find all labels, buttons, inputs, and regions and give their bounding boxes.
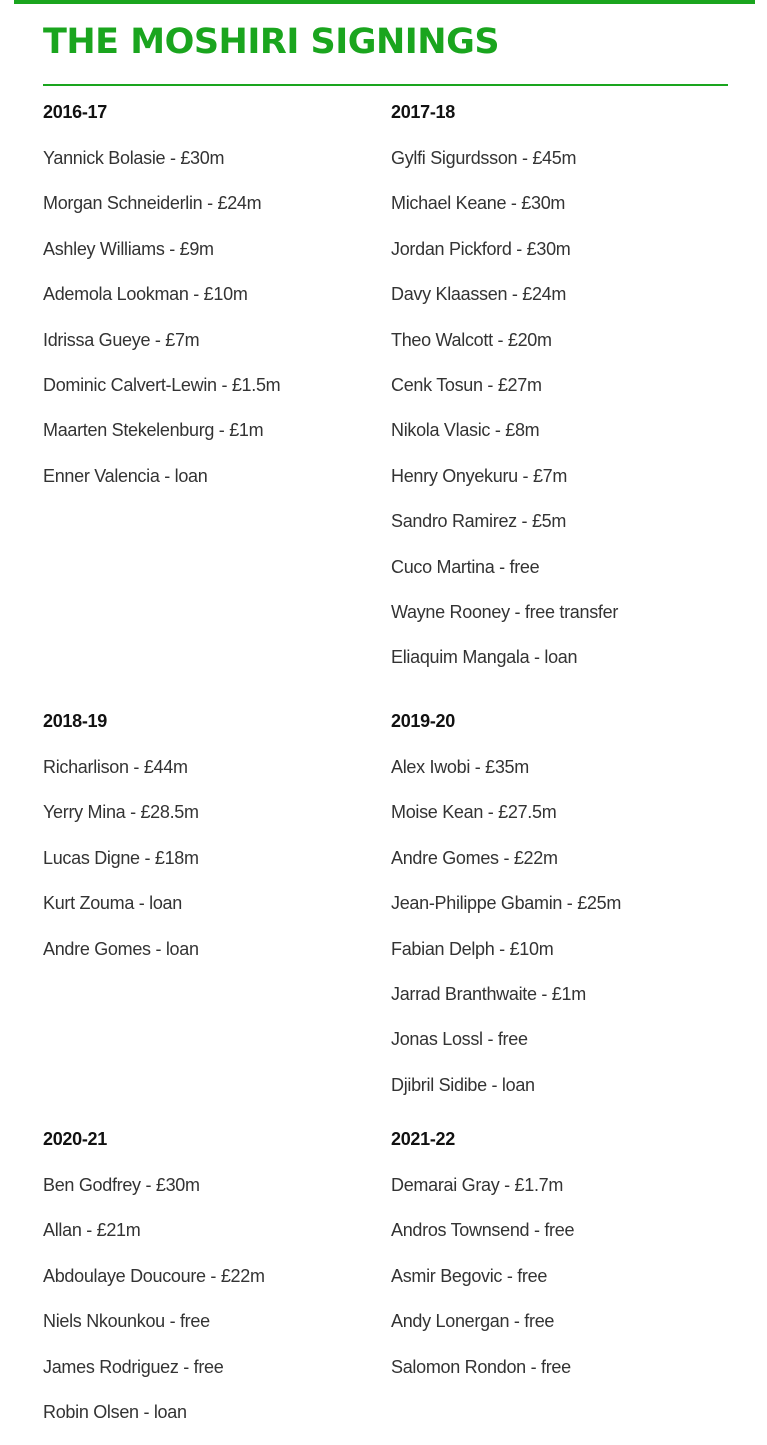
signing-item: Abdoulaye Doucoure - £22m bbox=[43, 1265, 265, 1286]
signing-item: Michael Keane - £30m bbox=[391, 193, 566, 214]
signing-item: Andros Townsend - free bbox=[391, 1220, 575, 1241]
signing-item: Jordan Pickford - £30m bbox=[391, 238, 571, 259]
signing-item: Yerry Mina - £28.5m bbox=[43, 802, 199, 823]
signing-item: Richarlison - £44m bbox=[43, 757, 188, 777]
signing-item: Eliaquim Mangala - loan bbox=[391, 647, 578, 668]
signing-item: Dominic Calvert-Lewin - £1.5m bbox=[43, 374, 281, 395]
signing-item: Cenk Tosun - £27m bbox=[391, 374, 542, 395]
title-divider bbox=[43, 84, 728, 86]
signings-list bbox=[391, 146, 618, 691]
season-heading: 2017-18 bbox=[391, 102, 455, 122]
signing-item: Kurt Zouma - loan bbox=[43, 893, 182, 914]
signing-item: Ademola Lookman - £10m bbox=[43, 284, 248, 305]
season-heading: 2020-21 bbox=[43, 1129, 107, 1149]
signing-item: Jarrad Branthwaite - £1m bbox=[391, 983, 586, 1004]
signing-item: Djibril Sidibe - loan bbox=[391, 1074, 535, 1095]
signing-item: Maarten Stekelenburg - £1m bbox=[43, 420, 264, 441]
signing-item: Sandro Ramirez - £5m bbox=[391, 511, 567, 532]
signing-item: Lucas Digne - £18m bbox=[43, 847, 199, 868]
signing-item: Salomon Rondon - free bbox=[391, 1356, 571, 1377]
signing-item: Wayne Rooney - free transfer bbox=[391, 601, 619, 622]
signing-item: Gylfi Sigurdsson - £45m bbox=[391, 148, 577, 168]
signing-item: Nikola Vlasic - £8m bbox=[391, 420, 540, 441]
page-title: THE MOSHIRI SIGNINGS bbox=[43, 22, 500, 62]
season-block-2016-17 bbox=[43, 100, 280, 509]
season-block-2021-22 bbox=[391, 1127, 574, 1400]
signing-item: Henry Onyekuru - £7m bbox=[391, 465, 568, 486]
signing-item: Enner Valencia - loan bbox=[43, 465, 208, 486]
signing-item: Jonas Lossl - free bbox=[391, 1029, 528, 1050]
season-block-2020-21 bbox=[43, 1127, 265, 1445]
signing-item: Robin Olsen - loan bbox=[43, 1401, 187, 1422]
signing-item: Theo Walcott - £20m bbox=[391, 329, 552, 350]
season-block-2018-19 bbox=[43, 709, 199, 982]
season-heading: 2018-19 bbox=[43, 711, 107, 731]
signing-item: Asmir Begovic - free bbox=[391, 1265, 548, 1286]
signings-list bbox=[391, 755, 621, 1118]
season-block-2019-20 bbox=[391, 709, 621, 1118]
signings-list bbox=[43, 146, 280, 509]
signings-list bbox=[43, 1173, 265, 1445]
signing-item: Fabian Delph - £10m bbox=[391, 938, 554, 959]
signings-list bbox=[43, 755, 199, 982]
signing-item: Moise Kean - £27.5m bbox=[391, 802, 557, 823]
signing-item: Andre Gomes - £22m bbox=[391, 847, 558, 868]
season-block-2017-18 bbox=[391, 100, 618, 691]
signing-item: Ben Godfrey - £30m bbox=[43, 1175, 200, 1195]
signing-item: Cuco Martina - free bbox=[391, 556, 540, 577]
signing-item: Andre Gomes - loan bbox=[43, 938, 199, 959]
signing-item: Andy Lonergan - free bbox=[391, 1311, 555, 1332]
signing-item: Demarai Gray - £1.7m bbox=[391, 1175, 564, 1195]
signing-item: Ashley Williams - £9m bbox=[43, 238, 214, 259]
season-heading: 2016-17 bbox=[43, 102, 107, 122]
signings-list bbox=[391, 1173, 574, 1400]
signing-item: Jean-Philippe Gbamin - £25m bbox=[391, 893, 622, 914]
signing-item: Allan - £21m bbox=[43, 1220, 141, 1241]
signing-item: Idrissa Gueye - £7m bbox=[43, 329, 200, 350]
season-heading: 2021-22 bbox=[391, 1129, 455, 1149]
signing-item: Niels Nkounkou - free bbox=[43, 1311, 210, 1332]
signing-item: James Rodriguez - free bbox=[43, 1356, 224, 1377]
season-heading: 2019-20 bbox=[391, 711, 455, 731]
signing-item: Alex Iwobi - £35m bbox=[391, 757, 529, 777]
signing-item: Davy Klaassen - £24m bbox=[391, 284, 567, 305]
signing-item: Yannick Bolasie - £30m bbox=[43, 148, 225, 168]
top-accent-bar bbox=[14, 0, 755, 4]
signing-item: Morgan Schneiderlin - £24m bbox=[43, 193, 262, 214]
